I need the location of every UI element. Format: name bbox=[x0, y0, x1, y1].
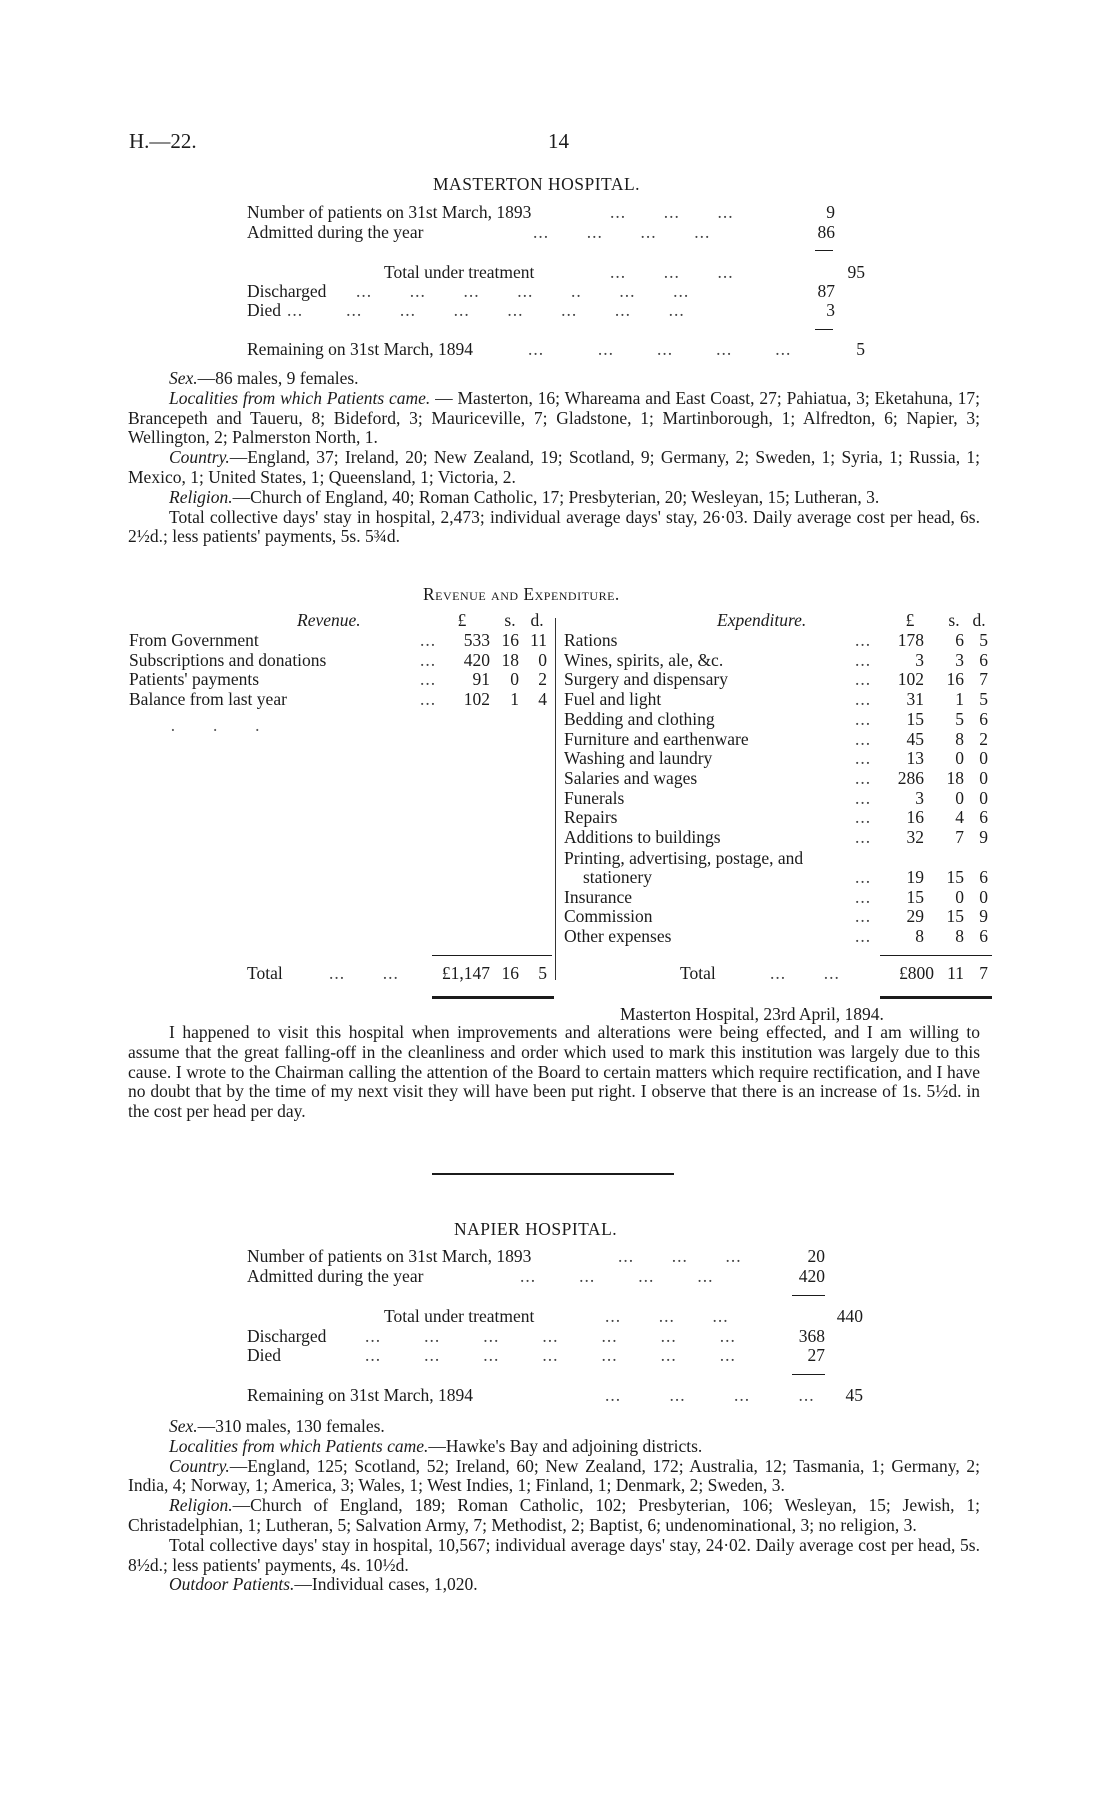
masterton-patients-label: Number of patients on 31st March, 1893 bbox=[247, 202, 532, 222]
expenditure-shillings: 0 bbox=[955, 748, 964, 769]
page-number: 14 bbox=[548, 129, 569, 153]
leader-dots: ... bbox=[420, 649, 437, 670]
expenditure-pence: 2 bbox=[979, 728, 988, 749]
expenditure-pounds: 3 bbox=[915, 787, 924, 808]
leader-dots: ... ... ... ... bbox=[605, 1385, 815, 1405]
napier-patients-label: Number of patients on 31st March, 1893 bbox=[247, 1246, 532, 1266]
expenditure-total-shillings: 11 bbox=[947, 963, 964, 983]
expenditure-pence: 6 bbox=[979, 807, 988, 828]
expenditure-shillings: 5 bbox=[955, 708, 964, 729]
leader-dots: ... bbox=[855, 827, 872, 847]
leader-dots: ... bbox=[855, 689, 872, 710]
total-double-rule bbox=[432, 996, 554, 999]
expenditure-label: Commission bbox=[564, 906, 653, 927]
expenditure-pence: 0 bbox=[979, 748, 988, 769]
outdoor-line bbox=[128, 1575, 980, 1595]
localities-label: Localities from which Patients came. bbox=[169, 1435, 429, 1456]
expenditure-pounds: 29 bbox=[906, 906, 924, 927]
revenue-pounds: 91 bbox=[472, 669, 490, 690]
leader-dots: ... ... ... ... .. ... ... bbox=[356, 281, 690, 301]
revenue-pence-header: d. bbox=[530, 610, 544, 630]
leader-dots: ... ... ... ... bbox=[520, 1266, 714, 1286]
masterton-title: MASTERTON HOSPITAL. bbox=[433, 174, 641, 194]
rule bbox=[815, 250, 833, 251]
expenditure-pence: 6 bbox=[979, 649, 988, 670]
religion-label: Religion. bbox=[169, 1495, 233, 1516]
napier-total-label: Total under treatment bbox=[384, 1306, 535, 1326]
leader-dots: ... ... ... ... ... ... ... ... bbox=[287, 300, 685, 320]
leader-dots: ... ... ... bbox=[610, 262, 734, 282]
expenditure-pounds: 178 bbox=[897, 630, 924, 650]
stay-line: Total collective days' stay in hospital, 2,473; individual average days' stay, 26·03. Daily average cost per head, 6s. 2½d.; less patients' payments, 5s. 5¾d. bbox=[128, 506, 980, 547]
religion-text: —Church of England, 189; Roman Catholic, 102; Presbyterian, 106; Wesleyan, 15; Jewish, 1; Christadelphian, 1; Lutheran, 5; Salvation Army, 7; Methodist, 2; Baptist, 6; undenominational, 3; no religion, 3. bbox=[128, 1495, 980, 1535]
sex-line bbox=[128, 369, 980, 389]
expenditure-shillings: 8 bbox=[955, 926, 964, 947]
expenditure-pounds: 102 bbox=[897, 669, 924, 690]
expenditure-pounds: 45 bbox=[906, 728, 924, 749]
masterton-admitted-label: Admitted during the year bbox=[247, 222, 424, 242]
expenditure-shillings: 3 bbox=[955, 649, 964, 670]
expenditure-pence-header: d. bbox=[972, 610, 986, 630]
expenditure-pence: 9 bbox=[979, 827, 988, 847]
country-label: Country. bbox=[169, 1455, 230, 1476]
masterton-patients-value: 9 bbox=[826, 202, 835, 222]
masterton-died-value: 3 bbox=[826, 300, 835, 320]
revenue-pounds-header: £ bbox=[457, 610, 467, 630]
religion-label: Religion. bbox=[169, 486, 233, 507]
stay-line: Total collective days' stay in hospital, 10,567; individual average days' stay, 24·02. Daily average cost per head, 5s. 8½d.; less patients' payments, 4s. 10½d. bbox=[128, 1534, 980, 1575]
leader-dots: ... bbox=[855, 867, 872, 887]
leader-dots: ... bbox=[855, 906, 872, 927]
masterton-admitted-value: 86 bbox=[817, 222, 835, 242]
outdoor-label: Outdoor Patients. bbox=[169, 1574, 295, 1595]
expenditure-shillings: 7 bbox=[955, 827, 964, 847]
visit-date: Masterton Hospital, 23rd April, 1894. bbox=[620, 1004, 884, 1024]
napier-died-value: 27 bbox=[807, 1345, 825, 1365]
expenditure-label: stationery bbox=[583, 867, 653, 887]
revenue-total-pounds: £1,147 bbox=[441, 963, 490, 983]
revenue-shillings: 18 bbox=[501, 649, 519, 670]
expenditure-label: Washing and laundry bbox=[564, 748, 713, 769]
country-text: —England, 37; Ireland, 20; New Zealand, 19; Scotland, 9; Germany, 2; Sweden, 1; Syria, 1; Russia, 1; Mexico, 1; United States, 1; Queensland, 1; Victoria, 2. bbox=[128, 447, 980, 487]
expenditure-pence: 6 bbox=[979, 867, 988, 887]
localities-line bbox=[128, 1437, 980, 1457]
expenditure-shillings: 15 bbox=[946, 906, 964, 927]
expenditure-label: Other expenses bbox=[564, 926, 672, 947]
revenue-label: Subscriptions and donations bbox=[129, 649, 327, 670]
expenditure-shillings: 0 bbox=[955, 787, 964, 808]
expenditure-pounds: 15 bbox=[906, 886, 924, 907]
expenditure-pounds: 31 bbox=[906, 689, 924, 710]
leader-dots: ... bbox=[855, 649, 872, 670]
decorative-dots: · · · bbox=[170, 720, 277, 740]
total-double-rule bbox=[880, 996, 992, 999]
subtotal-rule bbox=[880, 955, 992, 956]
expenditure-label: Insurance bbox=[564, 886, 633, 907]
napier-admitted-value: 420 bbox=[798, 1266, 825, 1286]
napier-details bbox=[128, 1417, 980, 1595]
leader-dots: ... bbox=[855, 630, 872, 650]
leader-dots: ... ... ... ... ... bbox=[528, 339, 792, 359]
leader-dots: ... ... ... ... ... ... ... bbox=[365, 1345, 736, 1365]
masterton-total-value: 95 bbox=[847, 262, 865, 282]
revenue-shillings: 1 bbox=[510, 689, 519, 710]
page-reference: H.—22. bbox=[129, 129, 197, 153]
masterton-died-label: Died bbox=[247, 300, 282, 320]
expenditure-shillings: 16 bbox=[946, 669, 964, 690]
revenue-heading: Revenue. bbox=[297, 610, 361, 630]
expenditure-label: Surgery and dispensary bbox=[564, 669, 728, 690]
revenue-expenditure-title: Revenue and Expenditure. bbox=[423, 584, 620, 604]
expenditure-shillings: 4 bbox=[955, 807, 964, 828]
expenditure-pence: 5 bbox=[979, 689, 988, 710]
expenditure-pounds: 3 bbox=[915, 649, 924, 670]
column-divider bbox=[555, 618, 556, 980]
revenue-total-shillings: 16 bbox=[501, 963, 519, 983]
rule bbox=[792, 1295, 825, 1296]
leader-dots: ... bbox=[420, 689, 437, 710]
leader-dots: ... bbox=[855, 669, 872, 690]
expenditure-pounds: 16 bbox=[906, 807, 924, 828]
revenue-pence: 4 bbox=[538, 689, 547, 710]
sex-label: Sex. bbox=[169, 368, 198, 388]
localities-text: —Hawke's Bay and adjoining districts. bbox=[428, 1435, 703, 1456]
napier-title: NAPIER HOSPITAL. bbox=[454, 1219, 618, 1239]
rule bbox=[815, 329, 833, 330]
expenditure-shillings: 8 bbox=[955, 728, 964, 749]
localities-label: Localities from which Patients came. bbox=[169, 387, 431, 408]
expenditure-pounds: 15 bbox=[906, 708, 924, 729]
expenditure-heading: Expenditure. bbox=[717, 610, 807, 630]
masterton-discharged-value: 87 bbox=[817, 281, 835, 301]
expenditure-pence: 0 bbox=[979, 787, 988, 808]
leader-dots: ... bbox=[855, 748, 872, 769]
expenditure-shillings-header: s. bbox=[948, 610, 960, 630]
printing-label: Printing, advertising, postage, and bbox=[564, 848, 804, 868]
expenditure-shillings: 15 bbox=[946, 867, 964, 887]
revenue-label: From Government bbox=[129, 630, 259, 650]
leader-dots: ... bbox=[420, 630, 437, 650]
revenue-pounds: 420 bbox=[463, 649, 490, 670]
localities-text: — Masterton, 16; Whareama and East Coast, 27; Pahiatua, 3; Eketahuna, 17; Brancepeth and Taueru, 8; Bideford, 3; Mauriceville, 7; Gladstone, 1; Martinborough, 1; Alfredton, 6; Napier, 3; Wellington, 2; Palmerston North, 1. bbox=[128, 387, 980, 448]
revenue-pence: 0 bbox=[538, 649, 547, 670]
napier-admitted-label: Admitted during the year bbox=[247, 1266, 424, 1286]
leader-dots: ... bbox=[855, 807, 872, 828]
napier-total-value: 440 bbox=[836, 1306, 863, 1326]
leader-dots: ... bbox=[855, 767, 872, 788]
expenditure-pounds: 8 bbox=[915, 926, 924, 947]
expenditure-label: Furniture and earthenware bbox=[564, 728, 749, 749]
expenditure-pence: 5 bbox=[979, 630, 988, 650]
leader-dots: ... ... ... bbox=[610, 202, 734, 222]
masterton-remaining-label: Remaining on 31st March, 1894 bbox=[247, 339, 474, 359]
expenditure-pounds: 19 bbox=[906, 867, 924, 887]
revenue-total-pence: 5 bbox=[538, 963, 547, 983]
expenditure-pounds: 32 bbox=[906, 827, 924, 847]
expenditure-label: Salaries and wages bbox=[564, 767, 698, 788]
expenditure-total-label: Total bbox=[680, 963, 716, 983]
revenue-shillings-header: s. bbox=[504, 610, 516, 630]
sex-text: —310 males, 130 females. bbox=[197, 1416, 385, 1436]
expenditure-label: Bedding and clothing bbox=[564, 708, 715, 729]
expenditure-total-pounds: £800 bbox=[899, 963, 934, 983]
revenue-pence: 2 bbox=[538, 669, 547, 690]
expenditure-label: Rations bbox=[564, 630, 618, 650]
masterton-details bbox=[128, 369, 980, 547]
expenditure-shillings: 1 bbox=[955, 689, 964, 710]
sex-line bbox=[128, 1417, 980, 1437]
masterton-total-label: Total under treatment bbox=[384, 262, 535, 282]
napier-discharged-value: 368 bbox=[798, 1326, 825, 1346]
leader-dots: ... bbox=[855, 728, 872, 749]
expenditure-pence: 9 bbox=[979, 906, 988, 927]
expenditure-pounds-header: £ bbox=[905, 610, 915, 630]
country-line bbox=[128, 448, 980, 488]
revenue-pounds: 102 bbox=[463, 689, 490, 710]
leader-dots: ... ... ... bbox=[618, 1246, 742, 1266]
napier-discharged-label: Discharged bbox=[247, 1326, 327, 1346]
revenue-pence: 11 bbox=[530, 630, 547, 650]
religion-text: —Church of England, 40; Roman Catholic, 17; Presbyterian, 20; Wesleyan, 15; Lutheran, 3. bbox=[232, 486, 880, 507]
expenditure-shillings: 18 bbox=[946, 767, 964, 788]
leader-dots: ... bbox=[420, 669, 437, 690]
masterton-report bbox=[128, 1023, 980, 1122]
expenditure-shillings: 6 bbox=[955, 630, 964, 650]
leader-dots: ... bbox=[855, 787, 872, 808]
localities-line bbox=[128, 389, 980, 448]
expenditure-shillings: 0 bbox=[955, 886, 964, 907]
napier-died-label: Died bbox=[247, 1345, 282, 1365]
leader-dots: ... ... ... bbox=[605, 1306, 729, 1326]
expenditure-label: Repairs bbox=[564, 807, 618, 828]
rule bbox=[792, 1374, 825, 1375]
napier-remaining-value: 45 bbox=[845, 1385, 863, 1405]
report-text: I happened to visit this hospital when improvements and alterations were being effected, and I am willing to assume that the great falling-off in the cleanliness and order which used to mark this institution was largely due to this cause. I wrote to the Chairman calling the attention of the Board to certain matters which require rectification, and I have no doubt that by the time of my next visit they will have been put right. I observe that there is an increase of 1s. 5½d. in the cost per head per day. bbox=[128, 1022, 980, 1122]
country-text: —England, 125; Scotland, 52; Ireland, 60; New Zealand, 172; Australia, 12; Tasmania, 1; Germany, 2; India, 4; Norway, 1; America, 3; Wales, 1; West Indies, 1; Finland, 1; Denmark, 2; Sweden, 3. bbox=[128, 1455, 980, 1496]
subtotal-rule bbox=[432, 955, 552, 956]
sex-text: —86 males, 9 females. bbox=[197, 368, 359, 388]
revenue-label: Balance from last year bbox=[129, 689, 287, 710]
leader-dots: ... ... ... ... ... ... ... bbox=[365, 1326, 736, 1346]
country-line bbox=[128, 1457, 980, 1497]
expenditure-pence: 0 bbox=[979, 886, 988, 907]
revenue-pounds: 533 bbox=[463, 630, 490, 650]
expenditure-label: Fuel and light bbox=[564, 689, 662, 710]
expenditure-pence: 6 bbox=[979, 926, 988, 947]
religion-line bbox=[128, 1496, 980, 1536]
expenditure-pence: 6 bbox=[979, 708, 988, 729]
expenditure-pence: 7 bbox=[979, 669, 988, 690]
expenditure-pence: 0 bbox=[979, 767, 988, 788]
country-label: Country. bbox=[169, 447, 230, 468]
revenue-shillings: 0 bbox=[510, 669, 519, 690]
expenditure-total-pence: 7 bbox=[979, 963, 988, 983]
napier-patients-value: 20 bbox=[807, 1246, 825, 1266]
leader-dots: ... bbox=[855, 886, 872, 907]
masterton-remaining-value: 5 bbox=[856, 339, 865, 359]
napier-remaining-label: Remaining on 31st March, 1894 bbox=[247, 1385, 474, 1405]
expenditure-label: Wines, spirits, ale, &c. bbox=[564, 649, 724, 670]
revenue-shillings: 16 bbox=[501, 630, 519, 650]
section-divider bbox=[432, 1173, 674, 1175]
revenue-label: Patients' payments bbox=[129, 669, 260, 690]
expenditure-pounds: 13 bbox=[906, 748, 924, 769]
revenue-total-label: Total bbox=[247, 963, 283, 983]
leader-dots: ... ... bbox=[329, 963, 399, 983]
leader-dots: ... ... ... ... bbox=[533, 222, 711, 242]
expenditure-pounds: 286 bbox=[897, 767, 924, 788]
religion-line bbox=[128, 488, 980, 508]
sex-label: Sex. bbox=[169, 1416, 198, 1436]
masterton-discharged-label: Discharged bbox=[247, 281, 327, 301]
expenditure-label: Funerals bbox=[564, 787, 625, 808]
leader-dots: ... ... bbox=[770, 963, 840, 983]
leader-dots: ... bbox=[855, 708, 872, 729]
outdoor-text: —Individual cases, 1,020. bbox=[294, 1574, 478, 1595]
expenditure-label: Additions to buildings bbox=[564, 827, 721, 847]
leader-dots: ... bbox=[855, 926, 872, 947]
